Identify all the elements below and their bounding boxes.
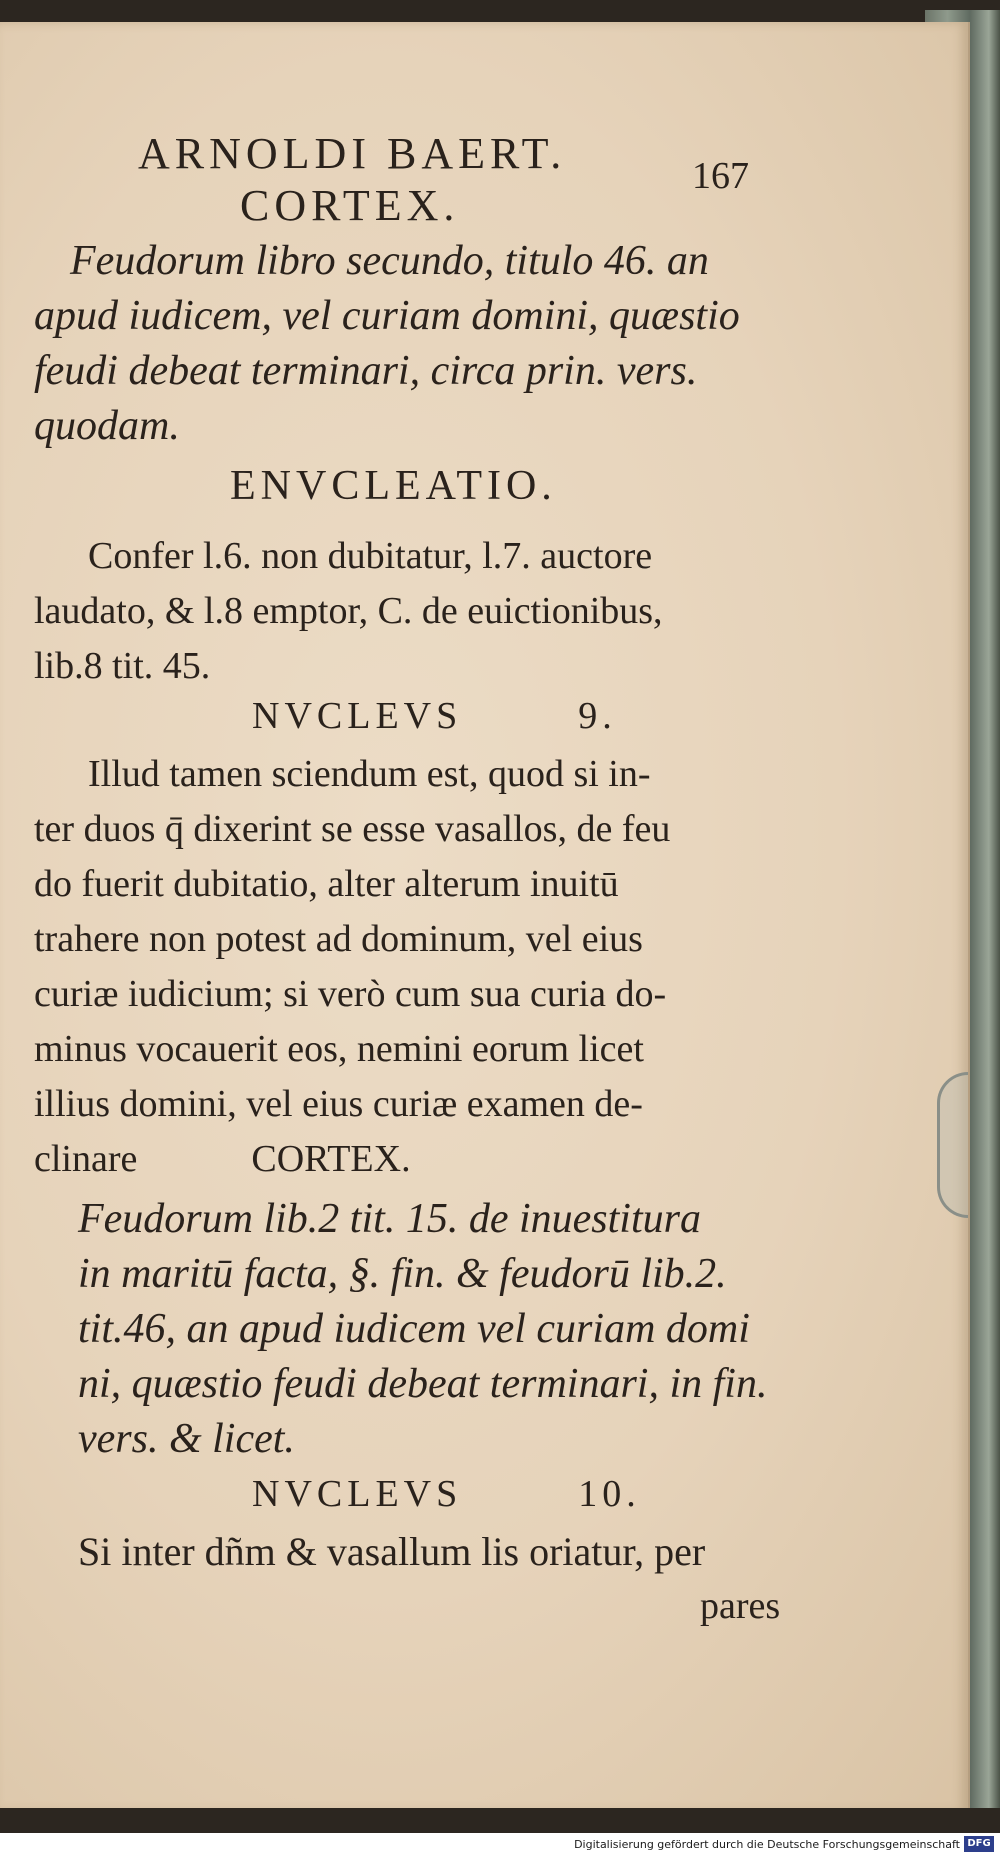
text-line: tit.46, an apud iudicem vel curiam domi — [78, 1306, 750, 1352]
text-line: minus vocauerit eos, nemini eorum licet — [34, 1028, 644, 1070]
heading-enucleatio: ENVCLEATIO. — [230, 463, 557, 509]
text-line: vers. & licet. — [78, 1416, 295, 1462]
text-line: illius domini, vel eius curiæ examen de- — [34, 1083, 643, 1125]
text-line: trahere non potest ad dominum, vel eius — [34, 918, 643, 960]
text-line: Si inter dñm & vasallum lis oriatur, per — [78, 1529, 706, 1574]
text-line: Feudorum libro secundo, titulo 46. an — [70, 238, 709, 284]
text-line: Feudorum lib.2 tit. 15. de inuestitura — [78, 1196, 701, 1242]
digitization-credit: Digitalisierung gefördert durch die Deutsche Forschungsgemeinschaft — [574, 1838, 960, 1851]
text-line: ter duos q̄ dixerint se esse vasallos, de feu — [34, 808, 671, 850]
text-line: apud iudicem, vel curiam domini, quæstio — [34, 293, 740, 339]
text-line: curiæ iudicium; si verò cum sua curia do- — [34, 973, 667, 1015]
scan-bottom-edge — [0, 1808, 1000, 1833]
text-line: Confer l.6. non dubitatur, l.7. auctore — [88, 535, 653, 577]
text-line: do fuerit dubitatio, alter alterum inuitū — [34, 863, 619, 905]
catchword: pares — [700, 1585, 781, 1627]
dfg-logo: DFG — [964, 1836, 994, 1852]
heading-nucleus-9: NVCLEVS 9. — [252, 695, 617, 737]
text-line: Illud tamen sciendum est, quod si in- — [88, 753, 651, 795]
text-line: lib.8 tit. 45. — [34, 645, 211, 687]
book-page — [0, 22, 970, 1812]
running-title: ARNOLDI BAERT. — [138, 129, 567, 178]
heading-cortex: CORTEX. — [240, 181, 460, 230]
text-line: laudato, & l.8 emptor, C. de euictionibus, — [34, 590, 663, 632]
text-line: quodam. — [34, 403, 180, 449]
heading-nucleus-10: NVCLEVS 10. — [252, 1473, 641, 1515]
text-line-with-heading: clinare CORTEX. — [34, 1138, 411, 1180]
text-line: ni, quæstio feudi debeat terminari, in fin. — [78, 1361, 768, 1407]
text-line: in maritū facta, §. fin. & feudorū lib.2. — [78, 1251, 727, 1297]
page-clip — [937, 1072, 968, 1218]
text-line: feudi debeat terminari, circa prin. vers. — [34, 348, 698, 394]
page-number: 167 — [692, 155, 749, 197]
